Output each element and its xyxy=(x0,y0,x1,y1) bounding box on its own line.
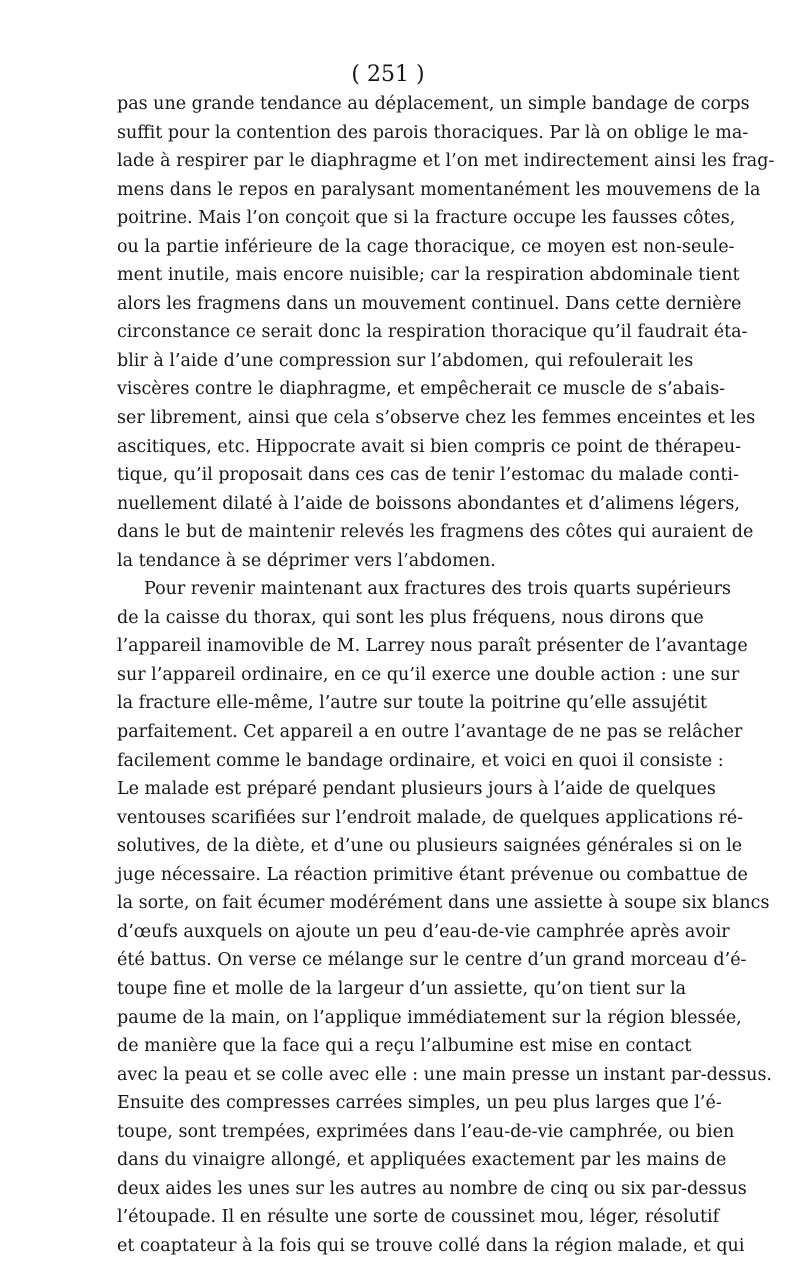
body-text xyxy=(117,90,775,1260)
text-line: été battus. On verse ce mélange sur le centre d’un grand morceau d’é- xyxy=(117,950,747,971)
text-line: suffit pour la contention des parois thoraciques. Par là on oblige le ma- xyxy=(117,122,749,143)
text-line: lade à respirer par le diaphragme et l’on met indirectement ainsi les frag- xyxy=(117,151,775,172)
text-line: la sorte, on fait écumer modérément dans une assiette à soupe six blancs xyxy=(117,893,770,914)
text-line: dans le but de maintenir relevés les fragmens des côtes qui auraient de xyxy=(117,522,754,543)
text-line: l’étoupade. Il en résulte une sorte de coussinet mou, léger, résolutif xyxy=(117,1207,720,1228)
text-line: mens dans le repos en paralysant momentanément les mouvemens de la xyxy=(117,179,761,200)
text-line: circonstance ce serait donc la respiration thoracique qu’il faudrait éta- xyxy=(117,322,748,343)
text-line: ascitiques, etc. Hippocrate avait si bien compris ce point de thérapeu- xyxy=(117,436,742,457)
text-line: Pour revenir maintenant aux fractures des trois quarts supérieurs xyxy=(144,579,731,600)
text-line: Ensuite des compresses carrées simples, un peu plus larges que l’é- xyxy=(117,1093,722,1114)
text-line: de manière que la face qui a reçu l’albumine est mise en contact xyxy=(117,1036,692,1057)
text-line: tique, qu’il proposait dans ces cas de tenir l’estomac du malade conti- xyxy=(117,465,739,486)
page-number: ( 251 ) xyxy=(351,62,425,87)
text-line: et coaptateur à la fois qui se trouve collé dans la région malade, et qui xyxy=(117,1235,745,1256)
text-line: dans du vinaigre allongé, et appliquées exactement par les mains de xyxy=(117,1150,727,1171)
text-line: parfaitement. Cet appareil a en outre l’avantage de ne pas se relâcher xyxy=(117,722,743,743)
text-line: pas une grande tendance au déplacement, un simple bandage de corps xyxy=(117,94,750,114)
text-line: Le malade est préparé pendant plusieurs jours à l’aide de quelques xyxy=(117,779,716,800)
text-line: facilement comme le bandage ordinaire, et voici en quoi il consiste : xyxy=(117,750,724,771)
text-line: de la caisse du thorax, qui sont les plus fréquens, nous dirons que xyxy=(117,607,704,628)
text-line: solutives, de la diète, et d’une ou plusieurs saignées générales si on le xyxy=(117,836,743,857)
text-line: toupe fine et molle de la largeur d’un assiette, qu’on tient sur la xyxy=(117,978,687,999)
text-line: toupe, sont trempées, exprimées dans l’eau-de-vie camphrée, ou bien xyxy=(117,1121,735,1142)
text-line: poitrine. Mais l’on conçoit que si la fracture occupe les fausses côtes, xyxy=(117,208,736,229)
text-line: avec la peau et se colle avec elle : une main presse un instant par-dessus. xyxy=(117,1064,772,1085)
text-line: la fracture elle-même, l’autre sur toute la poitrine qu’elle assujétit xyxy=(117,693,707,714)
text-line: la tendance à se déprimer vers l’abdomen. xyxy=(117,550,496,571)
text-line: alors les fragmens dans un mouvement continuel. Dans cette dernière xyxy=(117,293,742,314)
text-line: ou la partie inférieure de la cage thoracique, ce moyen est non-seule- xyxy=(117,236,735,257)
text-line: l’appareil inamovible de M. Larrey nous paraît présenter de l’avantage xyxy=(117,636,748,657)
text-line: sur l’appareil ordinaire, en ce qu’il exerce une double action : une sur xyxy=(117,664,740,685)
text-line: blir à l’aide d’une compression sur l’abdomen, qui refoulerait les xyxy=(117,350,694,371)
text-line: juge nécessaire. La réaction primitive étant prévenue ou combattue de xyxy=(117,864,748,885)
text-line: ser librement, ainsi que cela s’observe chez les femmes enceintes et les xyxy=(117,408,756,429)
text-line: viscères contre le diaphragme, et empêcherait ce muscle de s’abais- xyxy=(117,379,726,400)
text-line: paume de la main, on l’applique immédiatement sur la région blessée, xyxy=(117,1007,742,1028)
text-line: ventouses scarifiées sur l’endroit malade, de quelques applications ré- xyxy=(117,807,744,828)
text-line: d’œufs auxquels on ajoute un peu d’eau-de-vie camphrée après avoir xyxy=(117,921,730,942)
text-line: ment inutile, mais encore nuisible; car la respiration abdominale tient xyxy=(117,265,740,286)
text-line: nuellement dilaté à l’aide de boissons abondantes et d’alimens légers, xyxy=(117,493,740,514)
text-line: deux aides les unes sur les autres au nombre de cinq ou six par-dessus xyxy=(117,1178,747,1199)
